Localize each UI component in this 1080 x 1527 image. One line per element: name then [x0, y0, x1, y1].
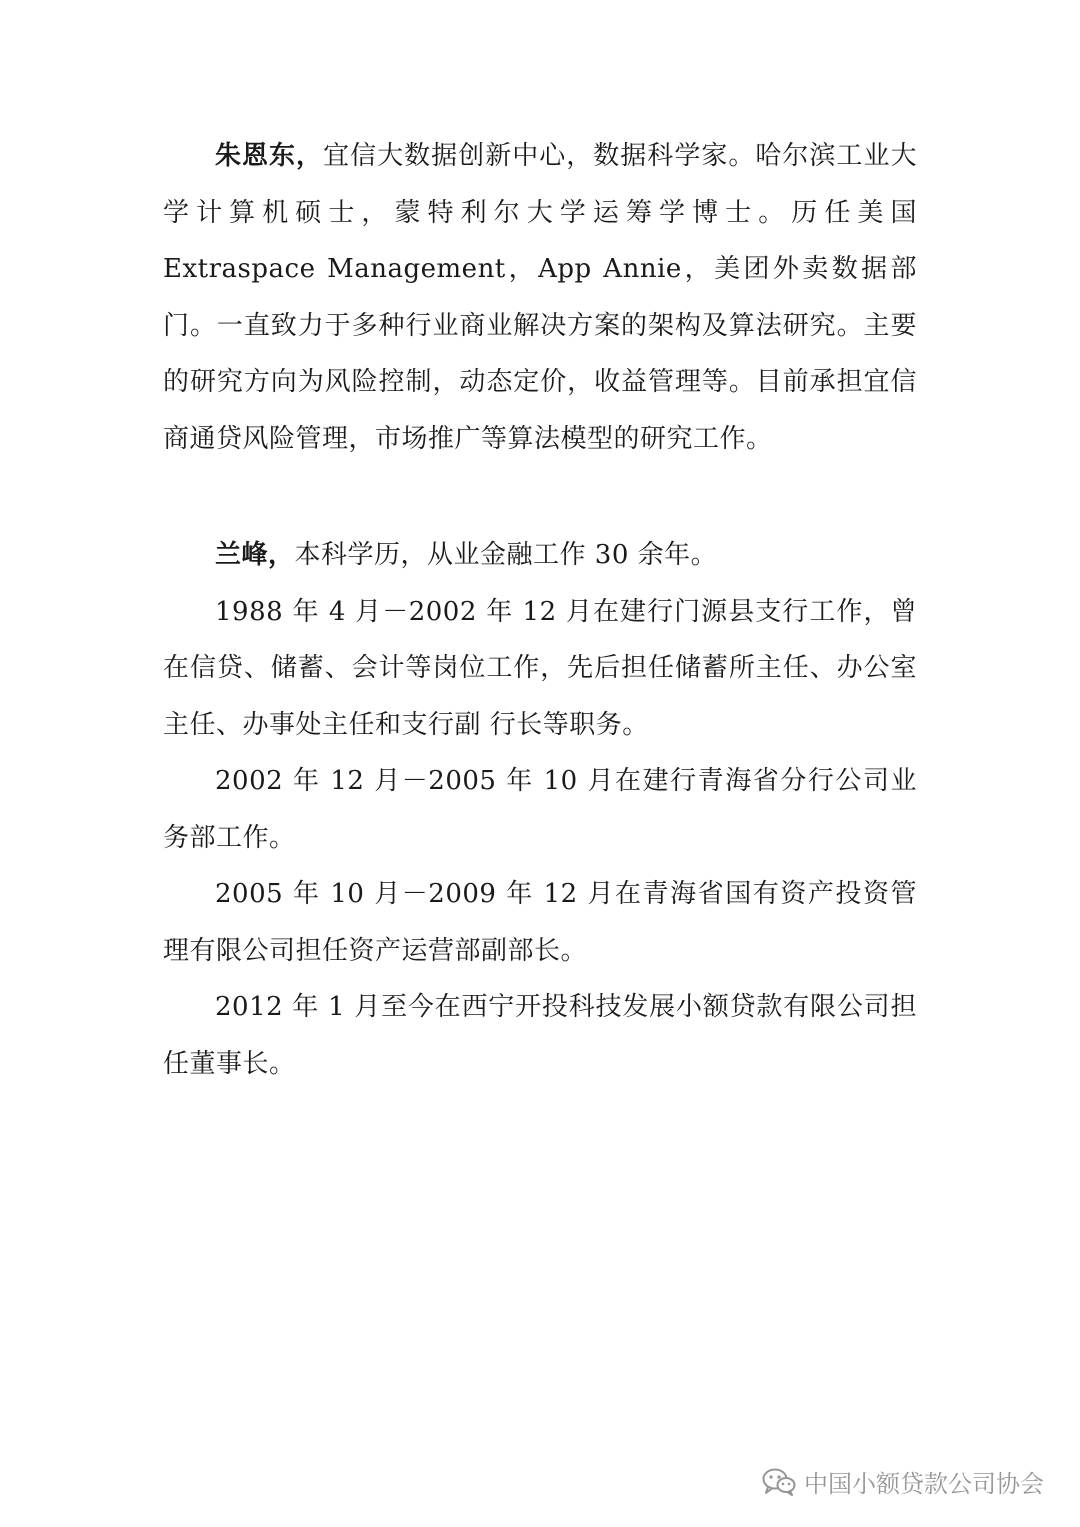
bio-paragraph: [163, 527, 917, 584]
bio-paragraph: 2005 年 10 月－2009 年 12 月在青海省国有资产投资管理有限公司担任资产运营部副部长。: [163, 879, 917, 966]
bio-paragraph: 2002 年 12 月－2005 年 10 月在建行青海省分行公司业务部工作。: [163, 766, 917, 853]
bio-name: 朱恩东，: [215, 141, 324, 171]
document-body: [163, 128, 917, 1092]
bio-zhu-endong: [163, 128, 917, 467]
bio-paragraph: 1988 年 4 月－2002 年 12 月在建行门源县支行工作，曾在信贷、储蓄、会计等岗位工作，先后担任储蓄所主任、办公室主任、办事处主任和支行副 行长等职务。: [163, 596, 917, 740]
wechat-icon: [762, 1468, 796, 1496]
bio-paragraph: 2012 年 1 月至今在西宁开投科技发展小额贷款有限公司担任董事长。: [163, 992, 917, 1079]
bio-text: 本科学历，从业金融工作 30 余年。: [294, 540, 718, 570]
bio-paragraph: [163, 128, 917, 467]
bio-name: 兰峰，: [215, 540, 295, 570]
watermark-text: 中国小额贷款公司协会: [804, 1470, 1044, 1498]
watermark: [762, 1464, 1044, 1499]
bio-lan-feng: [163, 527, 917, 1092]
bio-text: 宜信大数据创新中心，数据科学家。哈尔滨工业大学计算机硕士，蒙特利尔大学运筹学博士。历任美国 Extraspace Management，App Annie，美团外卖数据部门。一直致力于多种行业商业解决方案的架构及算法研究。主要的研究方向为风险控制，动态定价，收益管理等。目前承担宜信商通贷风险管理，市场推广等算法模型的研究工作。: [163, 141, 917, 454]
